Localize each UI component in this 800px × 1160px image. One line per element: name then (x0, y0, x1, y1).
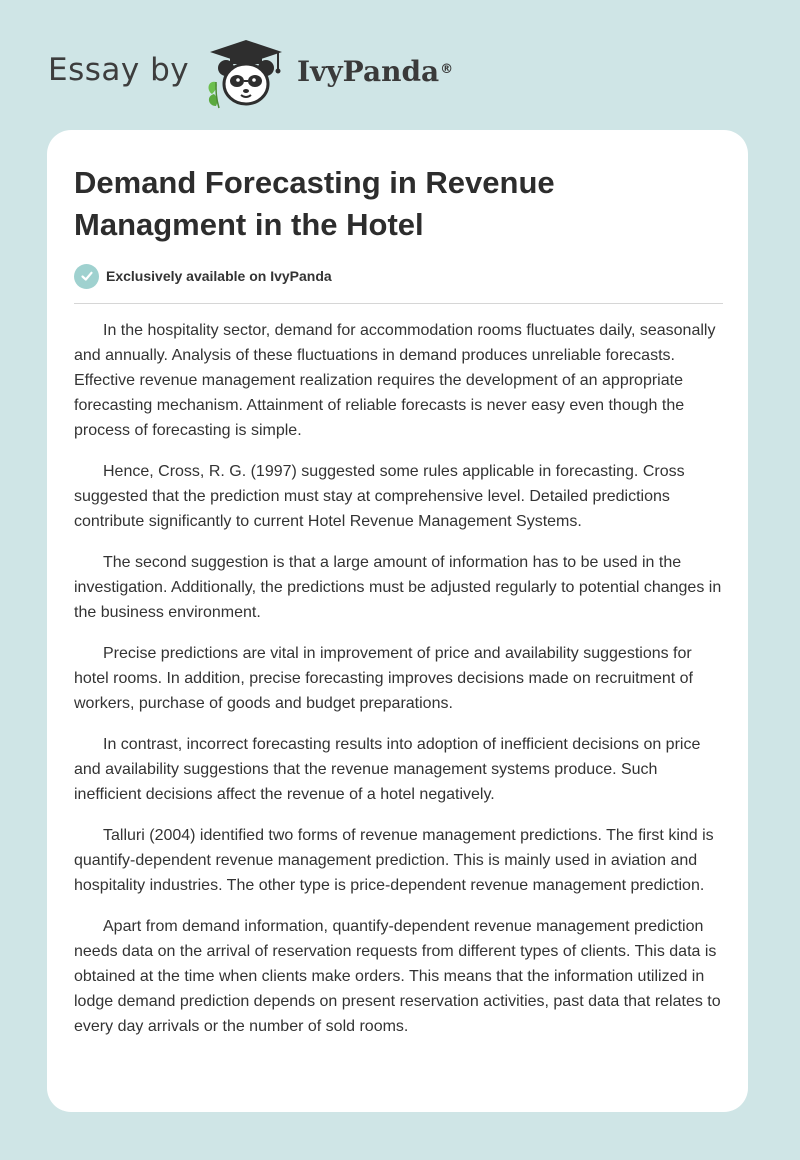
paragraph: In contrast, incorrect forecasting results into adoption of inefficient decisions on price and availability suggestions that the revenue management systems produce. Such inefficient decisions affect the revenue of a hotel negatively. (74, 736, 701, 803)
paragraph: Hence, Cross, R. G. (1997) suggested some rules applicable in forecasting. Cross suggested that the prediction must stay at comprehensive level. Detailed predictions contribute significantly to current Hotel Revenue Management Systems. (74, 463, 685, 530)
paragraph: Apart from demand information, quantify-dependent revenue management prediction needs data on the arrival of reservation requests from different types of clients. This data is obtained at the time when clients make orders. This means that the information utilized in lodge demand prediction depends on present reservation activities, past data that relates to every day arrivals or the number of sold rooms. (74, 918, 721, 1035)
exclusive-badge (74, 263, 332, 289)
paragraph: In the hospitality sector, demand for accommodation rooms fluctuates daily, seasonally and annually. Analysis of these fluctuations in demand produces unreliable forecasts. Effective revenue management realization requires the development of an appropriate forecasting mechanism. Attainment of reliable forecasts is never easy even though the process of forecasting is simple. (74, 322, 716, 439)
check-icon (74, 264, 99, 289)
registered-mark: ® (440, 62, 454, 77)
essay-body (74, 318, 726, 1055)
divider (74, 303, 723, 304)
site-header (0, 0, 800, 120)
brand-name[interactable] (297, 54, 453, 90)
essay-by-label: Essay by (48, 52, 190, 88)
essay-card (47, 130, 748, 1112)
brand-name-text: IvyPanda (297, 55, 440, 88)
paragraph: Precise predictions are vital in improvement of price and availability suggestions for hotel rooms. In addition, precise forecasting improves decisions made on recruitment of workers, purchase of goods and budget preparations. (74, 645, 693, 712)
paragraph: The second suggestion is that a large amount of information has to be used in the investigation. Additionally, the predictions must be adjusted regularly to potential changes in the business environment. (74, 554, 722, 621)
panda-graduate-icon[interactable] (202, 36, 290, 110)
paragraph: Talluri (2004) identified two forms of revenue management predictions. The first kind is quantify-dependent revenue management prediction. This is mainly used in aviation and hospitality industries. The other type is price-dependent revenue management prediction. (74, 827, 714, 894)
exclusive-label: Exclusively available on IvyPanda (106, 268, 332, 284)
ivy-leaf-icon (209, 82, 219, 108)
page-title: Demand Forecasting in Revenue Managment in the Hotel (74, 165, 555, 242)
